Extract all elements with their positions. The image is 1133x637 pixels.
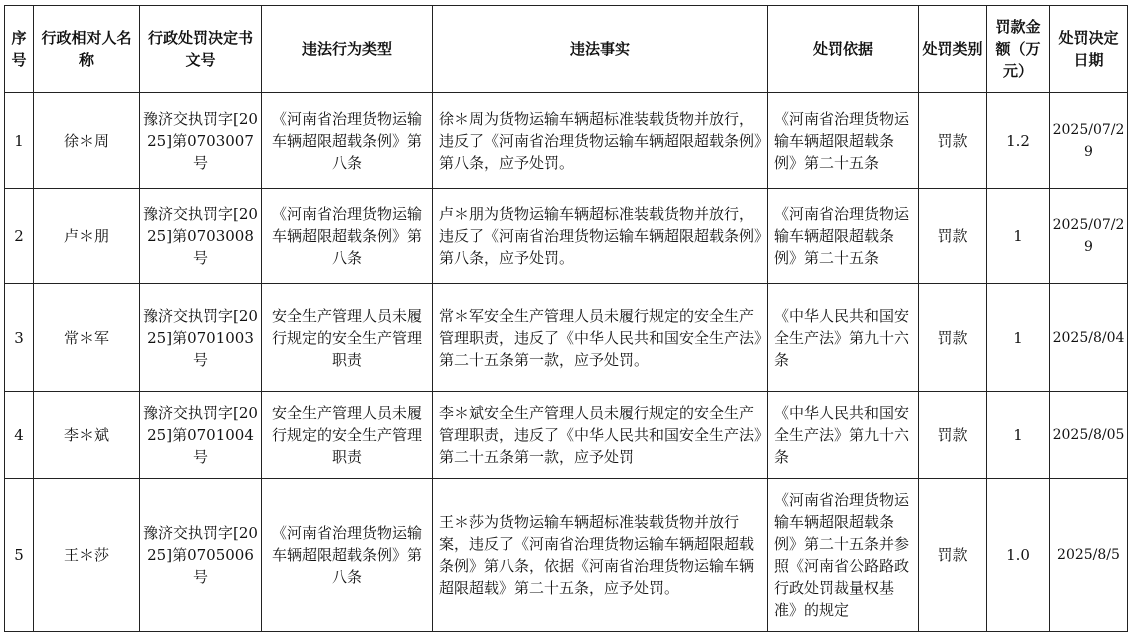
header-basis: 处罚依据 (768, 6, 919, 93)
cell-basis: 《河南省治理货物运输车辆超限超载条例》第二十五条 (768, 189, 919, 284)
header-facts: 违法事实 (433, 6, 768, 93)
cell-seq: 5 (5, 479, 34, 632)
cell-date: 2025/07/29 (1050, 93, 1128, 189)
penalty-table (4, 5, 1128, 632)
cell-amount: 1.2 (987, 93, 1050, 189)
table-row (5, 284, 1128, 392)
cell-amount: 1 (987, 392, 1050, 479)
cell-basis: 《中华人民共和国安全生产法》第九十六条 (768, 284, 919, 392)
cell-seq: 2 (5, 189, 34, 284)
cell-party: 常＊军 (34, 284, 140, 392)
cell-facts: 常＊军安全生产管理人员未履行规定的安全生产管理职责，违反了《中华人民共和国安全生产法》第二十五条第一款，应予处罚。 (433, 284, 768, 392)
cell-date: 2025/8/04 (1050, 284, 1128, 392)
cell-violation-type: 《河南省治理货物运输车辆超限超载条例》第八条 (262, 479, 433, 632)
table-header-row (5, 6, 1128, 93)
cell-violation-type: 安全生产管理人员未履行规定的安全生产管理职责 (262, 392, 433, 479)
header-party: 行政相对人名称 (34, 6, 140, 93)
cell-doc-no: 豫济交执罚字[2025]第0703007号 (140, 93, 262, 189)
cell-date: 2025/07/29 (1050, 189, 1128, 284)
cell-party: 李＊斌 (34, 392, 140, 479)
cell-category: 罚款 (919, 392, 987, 479)
header-date: 处罚决定日期 (1050, 6, 1128, 93)
header-doc-no: 行政处罚决定书文号 (140, 6, 262, 93)
cell-amount: 1.0 (987, 479, 1050, 632)
cell-category: 罚款 (919, 189, 987, 284)
cell-basis: 《中华人民共和国安全生产法》第九十六条 (768, 392, 919, 479)
table-row (5, 189, 1128, 284)
cell-date: 2025/8/05 (1050, 392, 1128, 479)
cell-category: 罚款 (919, 284, 987, 392)
cell-category: 罚款 (919, 93, 987, 189)
cell-doc-no: 豫济交执罚字[2025]第0705006号 (140, 479, 262, 632)
header-category: 处罚类别 (919, 6, 987, 93)
cell-seq: 3 (5, 284, 34, 392)
cell-category: 罚款 (919, 479, 987, 632)
cell-date: 2025/8/5 (1050, 479, 1128, 632)
cell-seq: 1 (5, 93, 34, 189)
cell-violation-type: 安全生产管理人员未履行规定的安全生产管理职责 (262, 284, 433, 392)
header-violation-type: 违法行为类型 (262, 6, 433, 93)
table-row (5, 392, 1128, 479)
cell-violation-type: 《河南省治理货物运输车辆超限超载条例》第八条 (262, 189, 433, 284)
cell-amount: 1 (987, 189, 1050, 284)
cell-basis: 《河南省治理货物运输车辆超限超载条例》第二十五条并参照《河南省公路路政行政处罚裁量权基准》的规定 (768, 479, 919, 632)
cell-amount: 1 (987, 284, 1050, 392)
cell-facts: 王＊莎为货物运输车辆超标准装载货物并放行案，违反了《河南省治理货物运输车辆超限超载条例》第八条，依据《河南省治理货物运输车辆超限超载》第二十五条，应予处罚。 (433, 479, 768, 632)
cell-facts: 卢＊朋为货物运输车辆超标准装载货物并放行，违反了《河南省治理货物运输车辆超限超载条例》第八条，应予处罚。 (433, 189, 768, 284)
cell-basis: 《河南省治理货物运输车辆超限超载条例》第二十五条 (768, 93, 919, 189)
cell-doc-no: 豫济交执罚字[2025]第0703008号 (140, 189, 262, 284)
cell-seq: 4 (5, 392, 34, 479)
cell-doc-no: 豫济交执罚字[2025]第0701003号 (140, 284, 262, 392)
header-amount: 罚款金额（万元） (987, 6, 1050, 93)
cell-facts: 李＊斌安全生产管理人员未履行规定的安全生产管理职责，违反了《中华人民共和国安全生产法》第二十五条第一款，应予处罚 (433, 392, 768, 479)
cell-violation-type: 《河南省治理货物运输车辆超限超载条例》第八条 (262, 93, 433, 189)
cell-party: 王＊莎 (34, 479, 140, 632)
cell-doc-no: 豫济交执罚字[2025]第0701004号 (140, 392, 262, 479)
cell-party: 卢＊朋 (34, 189, 140, 284)
header-seq: 序号 (5, 6, 34, 93)
cell-party: 徐＊周 (34, 93, 140, 189)
cell-facts: 徐＊周为货物运输车辆超标准装载货物并放行，违反了《河南省治理货物运输车辆超限超载条例》第八条，应予处罚。 (433, 93, 768, 189)
table-row (5, 93, 1128, 189)
table-row (5, 479, 1128, 632)
